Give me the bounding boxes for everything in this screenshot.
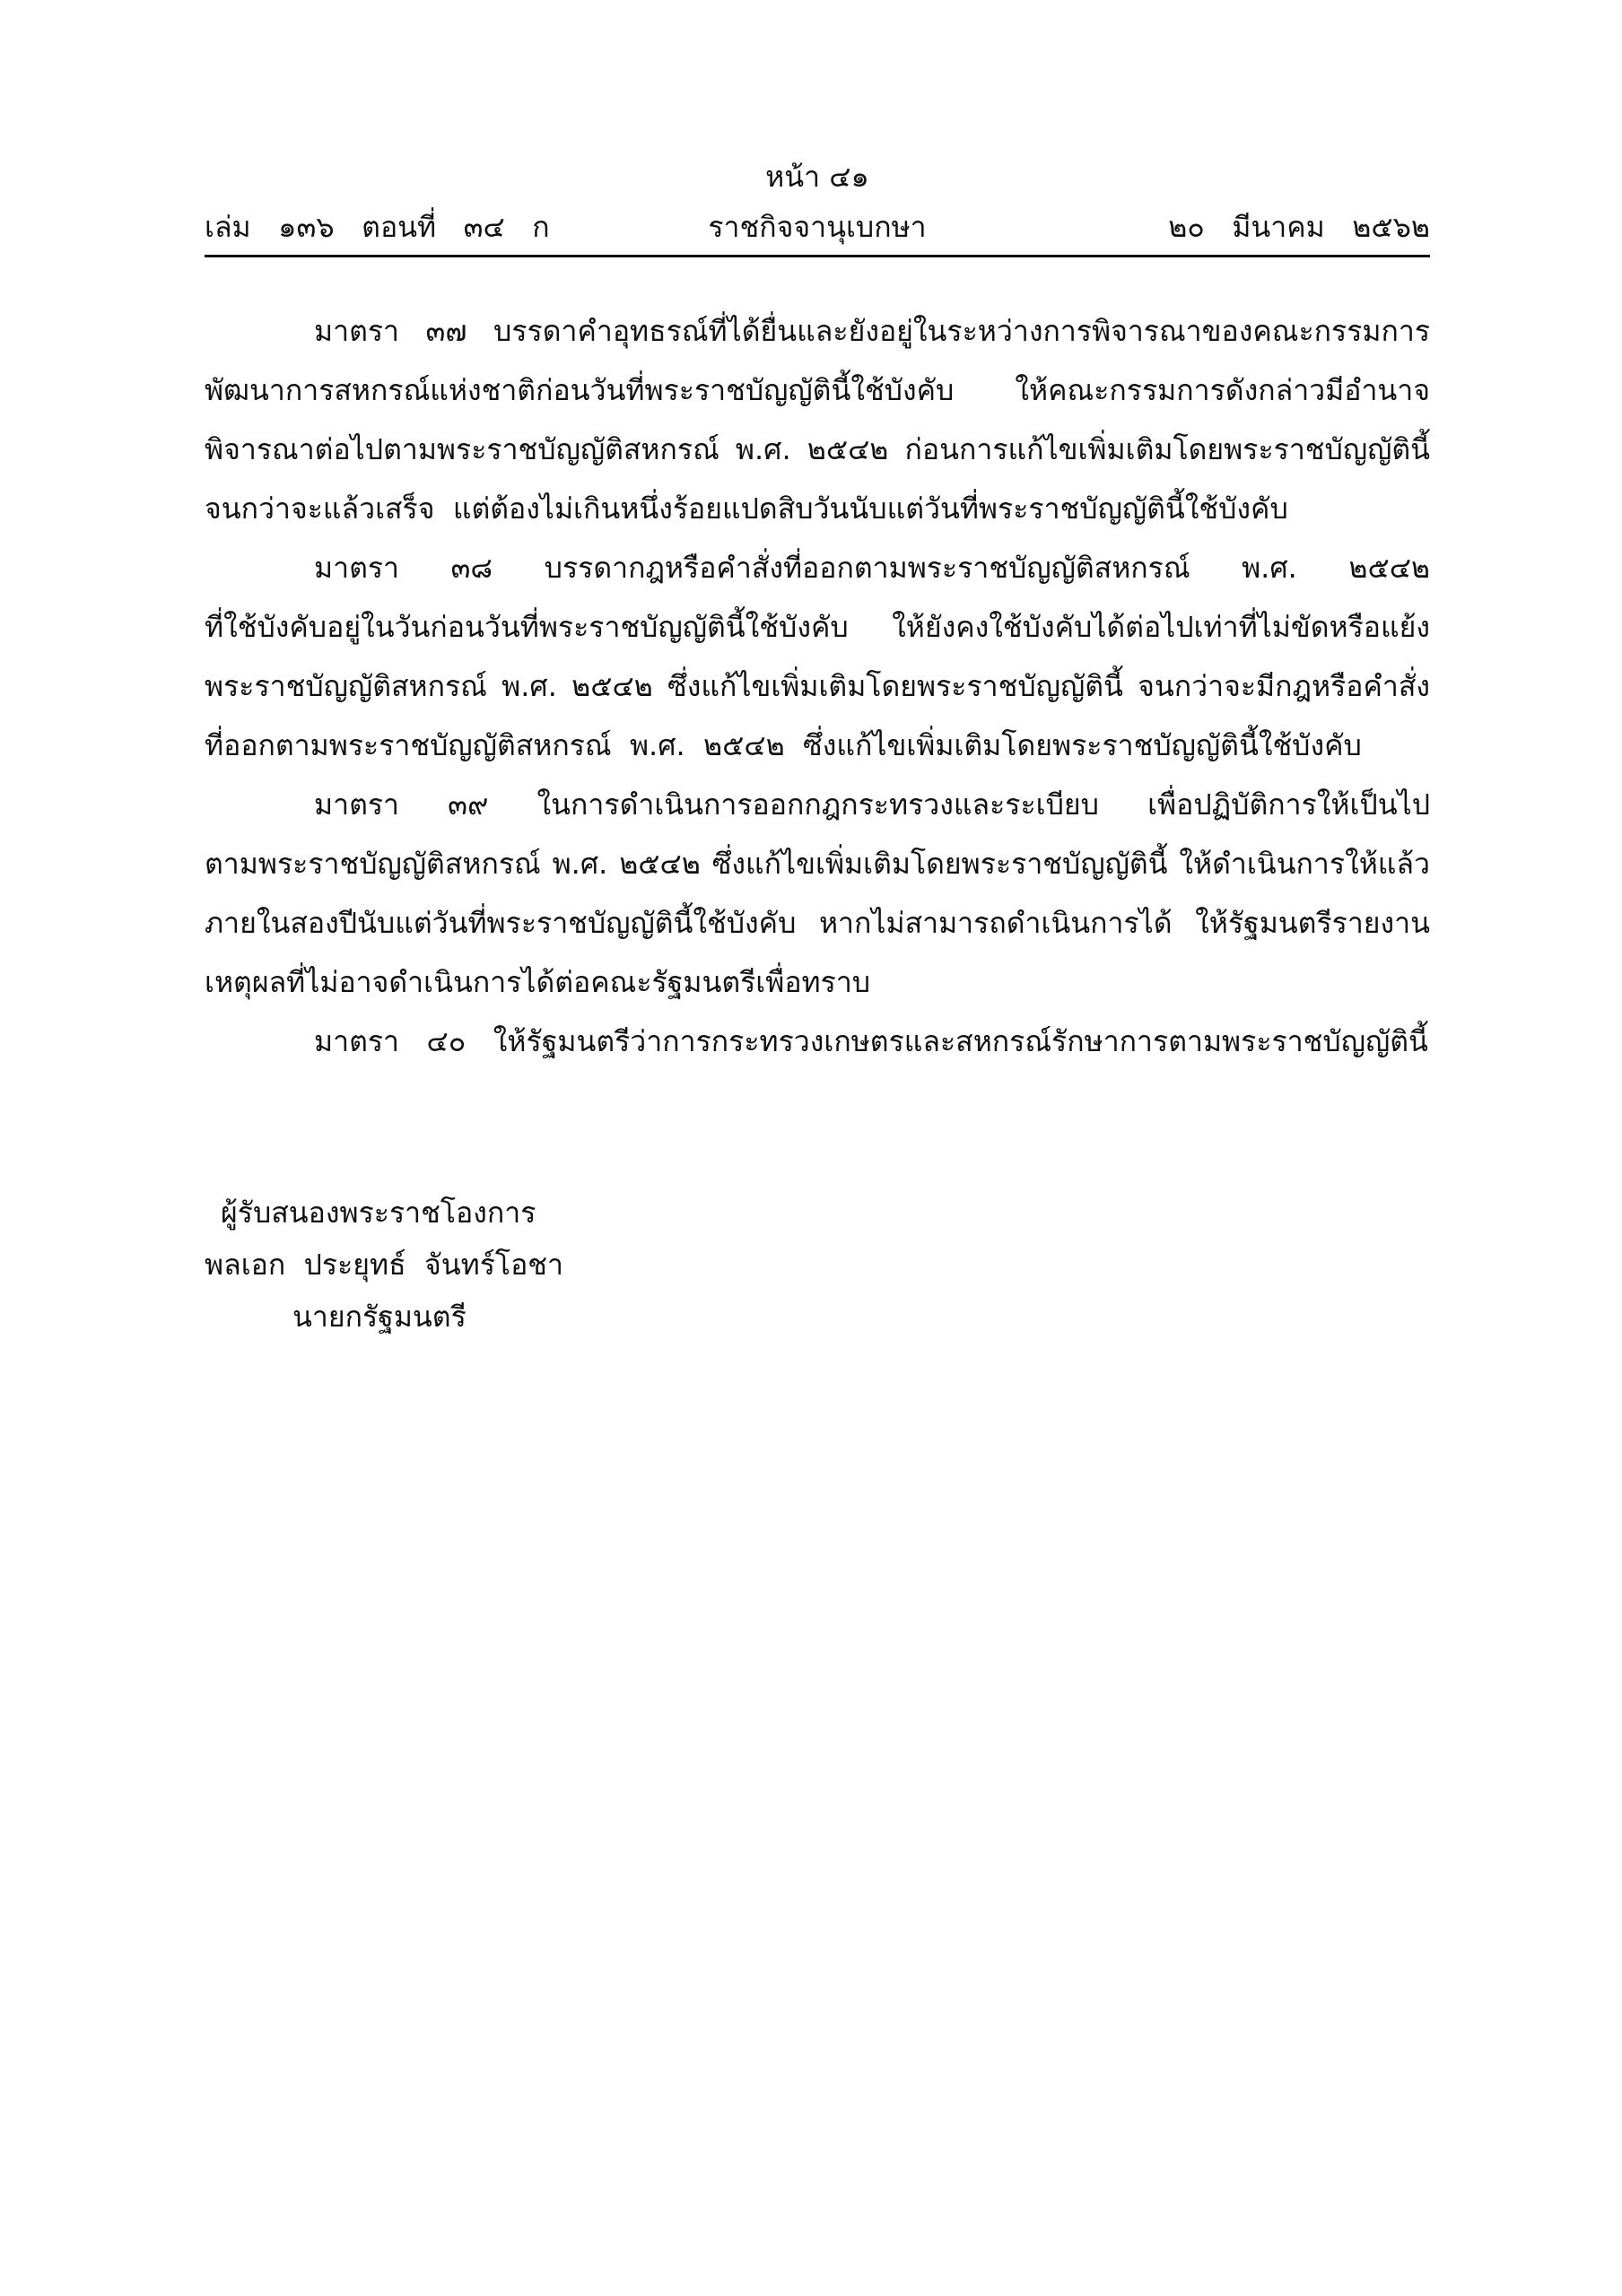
section-37-line-1: มาตรา ๓๗ บรรดาคำอุทธรณ์ที่ได้ยื่นและยังอยู่ในระหว่างการพิจารณาของคณะกรรมการ bbox=[314, 314, 1430, 348]
section-38-line-2: ที่ใช้บังคับอยู่ในวันก่อนวันที่พระราชบัญญัตินี้ใช้บังคับ ให้ยังคงใช้บังคับได้ต่อไปเท่าที่ไม่ขัดหรือแย้ง bbox=[205, 610, 1430, 644]
countersign-label: ผู้รับสนองพระราชโองการ bbox=[221, 1196, 536, 1230]
section-37-line-3: พิจารณาต่อไปตามพระราชบัญญัติสหกรณ์ พ.ศ. ๒๕๔๒ ก่อนการแก้ไขเพิ่มเติมโดยพระราชบัญญัตินี้ bbox=[205, 432, 1430, 466]
section-37-line-4: จนกว่าจะแล้วเสร็จ แต่ต้องไม่เกินหนึ่งร้อยแปดสิบวันนับแต่วันที่พระราชบัญญัตินี้ใช้บังคับ bbox=[205, 491, 1288, 526]
header-row bbox=[205, 207, 1430, 247]
section-39-line-1: มาตรา ๓๙ ในการดำเนินการออกกฎกระทรวงและระเบียบ เพื่อปฏิบัติการให้เป็นไป bbox=[314, 787, 1430, 822]
page-number: หน้า ๔๑ bbox=[765, 160, 869, 194]
section-39-line-2: ตามพระราชบัญญัติสหกรณ์ พ.ศ. ๒๕๔๒ ซึ่งแก้ไขเพิ่มเติมโดยพระราชบัญญัตินี้ ให้ดำเนินการให้แล้ว bbox=[205, 847, 1430, 881]
section-38-line-1: มาตรา ๓๘ บรรดากฎหรือคำสั่งที่ออกตามพระราชบัญญัติสหกรณ์ พ.ศ. ๒๕๔๒ bbox=[314, 551, 1430, 585]
section-38-line-4: ที่ออกตามพระราชบัญญัติสหกรณ์ พ.ศ. ๒๕๔๒ ซึ่งแก้ไขเพิ่มเติมโดยพระราชบัญญัตินี้ใช้บังคับ bbox=[205, 728, 1362, 762]
section-39-line-3: ภายในสองปีนับแต่วันที่พระราชบัญญัตินี้ใช้บังคับ หากไม่สามารถดำเนินการได้ ให้รัฐมนตรีรายงาน bbox=[205, 906, 1430, 940]
section-39-line-4: เหตุผลที่ไม่อาจดำเนินการได้ต่อคณะรัฐมนตรีเพื่อทราบ bbox=[205, 965, 871, 999]
publish-date: ๒๐ มีนาคม ๒๕๖๒ bbox=[1168, 210, 1430, 244]
section-37-line-2: พัฒนาการสหกรณ์แห่งชาติก่อนวันที่พระราชบัญญัตินี้ใช้บังคับ ให้คณะกรรมการดังกล่าวมีอำนาจ bbox=[205, 373, 1430, 407]
gazette-name: ราชกิจจานุเบกษา bbox=[708, 210, 927, 244]
header-divider bbox=[205, 255, 1430, 257]
section-38-line-3: พระราชบัญญัติสหกรณ์ พ.ศ. ๒๕๔๒ ซึ่งแก้ไขเพิ่มเติมโดยพระราชบัญญัตินี้ จนกว่าจะมีกฎหรือคำสั่ง bbox=[205, 669, 1430, 703]
signatory-position: นายกรัฐมนตรี bbox=[292, 1300, 467, 1334]
issue-info: เล่ม ๑๓๖ ตอนที่ ๓๔ ก bbox=[205, 210, 550, 244]
signatory-name: พลเอก ประยุทธ์ จันทร์โอชา bbox=[205, 1248, 563, 1282]
document-body bbox=[205, 301, 1430, 1071]
section-40-line-1: มาตรา ๔๐ ให้รัฐมนตรีว่าการกระทรวงเกษตรและสหกรณ์รักษาการตามพระราชบัญญัตินี้ bbox=[314, 1024, 1428, 1058]
signature-block bbox=[205, 1187, 563, 1343]
gazette-header bbox=[205, 157, 1430, 257]
